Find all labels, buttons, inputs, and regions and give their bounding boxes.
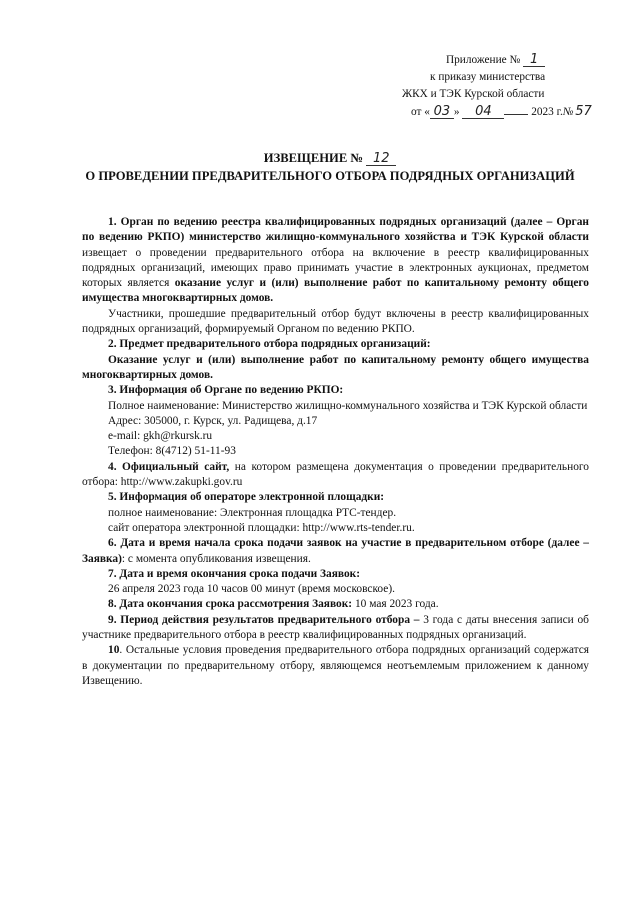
section-5-name: полное наименование: Электронная площадка РТС-тендер.: [108, 506, 397, 519]
section-4: 4. Официальный сайт, на котором размещена документация о проведении предварительного отбора: http://www.zakupki.gov.ru: [82, 460, 589, 489]
appendix-num-sign: №: [562, 106, 574, 118]
section-6: 6. Дата и время начала срока подачи заявок на участие в предварительном отборе (далее – Заявка): с момента опубликования извещения.: [82, 537, 589, 565]
section-5-site: сайт оператора электронной площадки: http://www.rts-tender.ru.: [108, 521, 415, 534]
section-3-phone: Телефон: 8(4712) 51-11-93: [108, 445, 236, 458]
appendix-block: [402, 52, 624, 121]
appendix-date-line: от « 03 » 04 2023 г.№ 57: [411, 104, 592, 119]
appendix-line-3: ЖКХ и ТЭК Курской области: [402, 88, 545, 100]
appendix-year-blank: [504, 103, 528, 115]
notice-number: 12: [366, 153, 396, 166]
section-2-text: Оказание услуг и (или) выполнение работ по капитальному ремонту общего имущества многоквартирных домов.: [82, 353, 589, 381]
appendix-line-2: к приказу министерства: [430, 71, 546, 83]
section-9: 9. Период действия результатов предварительного отбора – 3 года с даты внесения записи об участнике предварительного отбора в реестр квалифицированных подрядных организаций.: [82, 613, 589, 642]
section-5-heading: 5. Информация об операторе электронной площадки:: [108, 491, 385, 504]
section-1-participants: Участники, прошедшие предварительный отбор будут включены в реестр квалифицированных подрядных организаций, формируемый Органом по ведению РКПО.: [82, 307, 589, 336]
appendix-day: 03: [430, 106, 454, 119]
section-8: 8. Дата окончания срока рассмотрения Заявок: 10 мая 2023 года.: [108, 598, 439, 611]
notice-subtitle: О ПРОВЕДЕНИИ ПРЕДВАРИТЕЛЬНОГО ОТБОРА ПОДРЯДНЫХ ОРГАНИЗАЦИЙ: [85, 169, 575, 183]
notice-title: ИЗВЕЩЕНИЕ № 12: [70, 151, 590, 166]
appendix-month: 04: [462, 106, 504, 119]
notice-body: [82, 215, 589, 689]
section-3-address: Адрес: 305000, г. Курск, ул. Радищева, д.17: [108, 414, 318, 427]
section-7-text: 26 апреля 2023 года 10 часов 00 минут (время московское).: [108, 583, 395, 596]
section-10: 10. Остальные условия проведения предварительного отбора подрядных организаций содержатся в документации по предварительному отбору, являющемся неотъемлемым приложением к данному Извещению.: [82, 644, 589, 687]
section-7-heading: 7. Дата и время окончания срока подачи Заявок:: [108, 567, 361, 580]
appendix-order-number: 57: [575, 104, 592, 119]
appendix-line-1: Приложение № 1: [402, 52, 624, 69]
section-3-full-name: Полное наименование: Министерство жилищно-коммунального хозяйства и ТЭК Курской области: [108, 399, 588, 412]
section-3-email: e-mail: gkh@rkursk.ru: [108, 430, 213, 443]
section-1: 1. Орган по ведению реестра квалифицированных подрядных организаций (далее – Орган по ведению РКПО) министерство жилищно-коммунального хозяйства и ТЭК Курской области извещает о проведении предварительного отбора на включение в реестр квалифицированных подрядных организаций, имеющих право принимать участие в электронных аукционах, предметом которых является оказание услуг и (или) выполнение работ по капитальному ремонту общего имущества многоквартирных домов.: [82, 216, 589, 305]
section-2-heading: 2. Предмет предварительного отбора подрядных организаций:: [108, 338, 431, 351]
section-3-heading: 3. Информация об Органе по ведению РКПО:: [108, 384, 344, 397]
appendix-number: 1: [523, 54, 545, 67]
